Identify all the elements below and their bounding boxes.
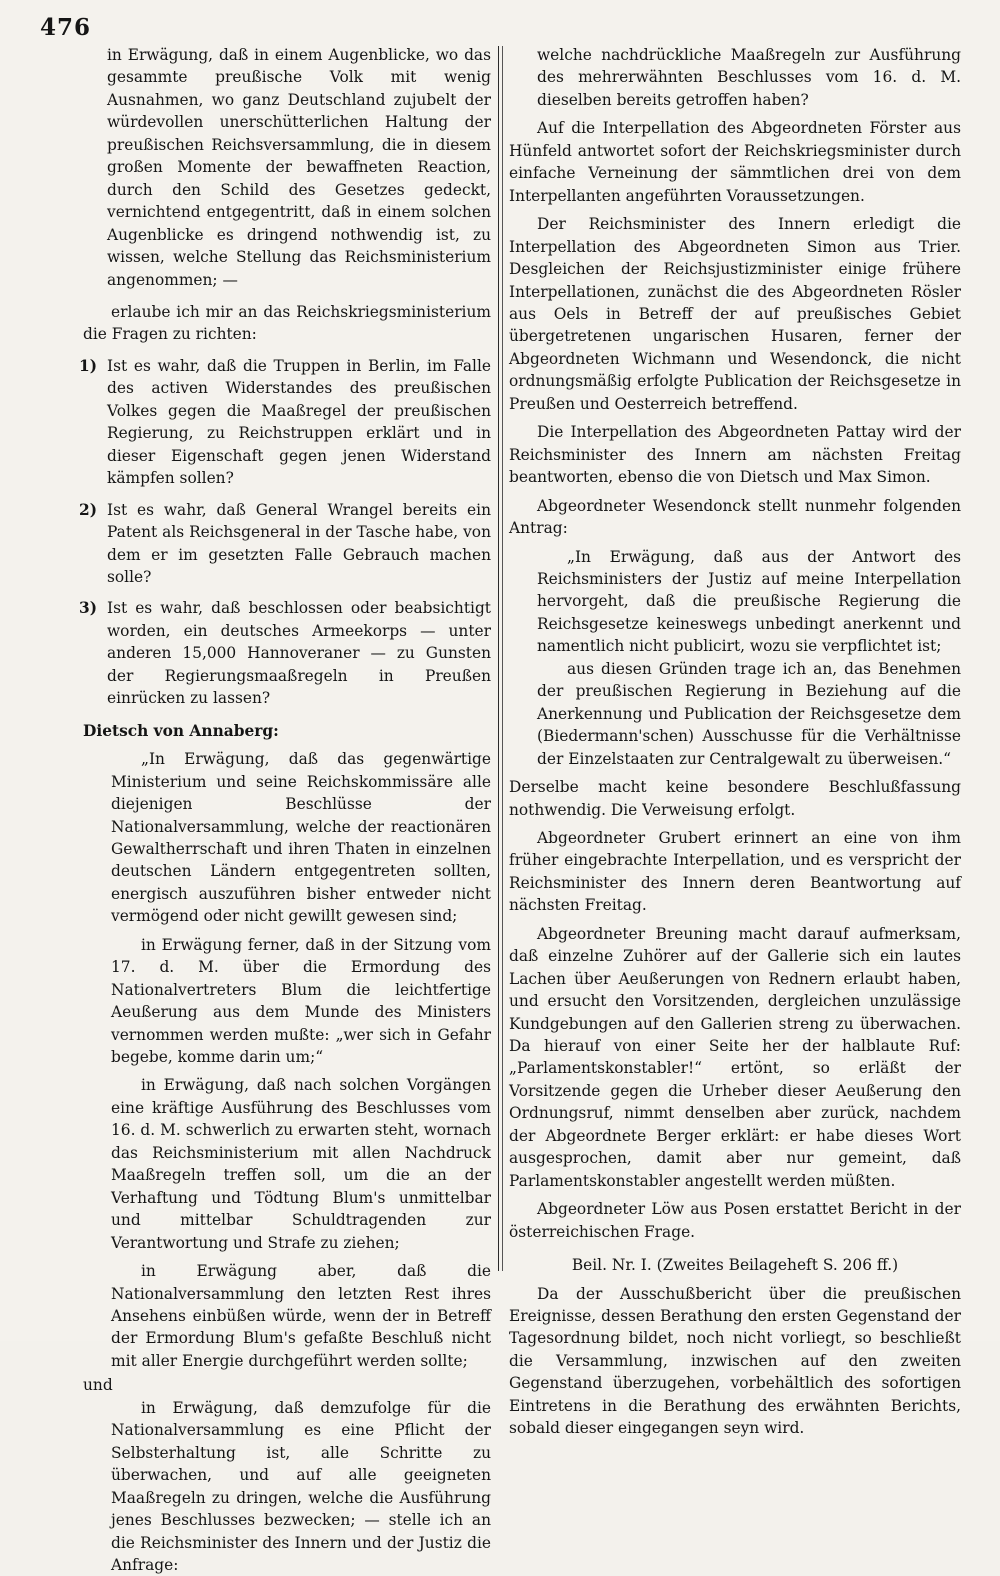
motion-paragraph: in Erwägung ferner, daß in der Sitzung vom 17. d. M. über die Ermordung des Nationalvertreters Blum die leichtfertige Aeußerung aus dem Munde des Ministers vernommen werden mußte: „wer sich in Gefahr begebe, komme darin um;“ (111, 935, 491, 1067)
motion-paragraph: in Erwägung aber, daß die Nationalversammlung den letzten Rest ihres Ansehens einbüßen würde, wenn der in Betreff der Ermordung Blum's gefaßte Beschluß nicht mit aller Energie durchgeführt werden sollte; (111, 1262, 491, 1370)
paragraph-referral: Derselbe macht keine besondere Beschlußfassung nothwendig. Die Verweisung erfolgt. (509, 778, 961, 819)
page-number: 476 (40, 14, 92, 41)
paragraph-breuning: Abgeordneter Breuning macht darauf aufmerksam, daß einzelne Zuhörer auf der Gallerie sich ein lautes Lachen über Aeußerungen von Rednern erlaubt haben, und ersucht den Vorsitzenden, dergleichen unzulässige Kundgebungen auf den Gallerien streng zu überwachen. Da hierauf von einer Seite her der halblaute Ruf: „Parlamentskonstabler!“ ertönt, so erläßt der Vorsitzende gegen die Urheber dieser Aeußerung den Ordnungsruf, nimmt denselben aber zurück, nachdem der Abgeordnete Berger erklärt: er habe dieses Wort ausgesprochen, damit aber nur gemeint, daß Parlamentskonstabler angestellt werden müßten. (509, 924, 961, 1190)
speaker-heading: Dietsch von Annaberg: (83, 721, 279, 740)
motion-paragraph: „In Erwägung, daß das gegenwärtige Ministerium und seine Reichskommissäre alle diejenigen Beschlüsse der Nationalversammlung, welche der reactionären Gewaltherrschaft und ihren Thaten in einzelnen deutschen Ländern entgegentreten sollten, energisch auszuführen bisher entweder nicht vermögend oder nicht gewillt gewesen sind; (111, 750, 491, 926)
motion-quote: aus diesen Gründen trage ich an, das Benehmen der preußischen Regierung in Beziehung auf die Anerkennung und Publication der Reichsgesetze dem (Biedermann'schen) Ausschusse für die Verhältnisse der Einzelstaaten zur Centralgewalt zu überweisen.“ (537, 659, 961, 768)
paragraph-pattay: Die Interpellation des Abgeordneten Pattay wird der Reichsminister des Innern am nächsten Freitag beantworten, ebenso die von Dietsch und Max Simon. (509, 423, 961, 487)
column-divider-inner (502, 46, 503, 1271)
question-number: 2) (79, 500, 97, 519)
left-column (79, 44, 491, 1576)
question-item (79, 499, 491, 589)
ask-paragraph: erlaube ich mir an das Reichskriegsministerium die Fragen zu richten: (83, 302, 491, 344)
question-number: 3) (79, 599, 97, 618)
paragraph-answer-foerster: Auf die Interpellation des Abgeordneten Förster aus Hünfeld antwortet sofort der Reichskriegsminister durch einfache Verneinung der sämmtlichen drei von dem Interpellanten angeführten Voraussetzungen. (509, 119, 961, 205)
question-item (79, 355, 491, 490)
question-continuation: welche nachdrückliche Maaßregeln zur Ausführung des mehrerwähnten Beschlusses vom 16. d. M. dieselben bereits getroffen haben? (537, 46, 961, 109)
column-divider (498, 46, 499, 1271)
motion-paragraph: in Erwägung, daß nach solchen Vorgängen eine kräftige Ausführung des Beschlusses vom 16. d. M. schwerlich zu erwarten steht, wornach das Reichsministerium mit allen Nachdruck Maaßregeln treffen soll, um die an der Verhaftung und Tödtung Blum's unmittelbar und mittelbar Schuldtragenden zur Verantwortung und Strafe zu ziehen; (111, 1076, 491, 1252)
intro-paragraph: in Erwägung, daß in einem Augenblicke, wo das gesammte preußische Volk mit wenig Ausnahmen, wo ganz Deutschland zujubelt der würdevollen unerschütterlichen Haltung der preußischen Reichsversammlung, die in diesem großen Momente der bewaffneten Reaction, durch den Schild des Gesetzes gedeckt, vernichtend entgegentritt, daß in einem solchen Augenblicke es dringend nothwendig ist, zu wissen, welche Stellung das Reichsministerium angenommen; — (107, 46, 491, 289)
right-column (509, 44, 961, 1440)
paragraph-wesendonck: Abgeordneter Wesendonck stellt nunmehr folgenden Antrag: (509, 496, 961, 538)
question-number: 1) (79, 356, 97, 375)
question-text: Ist es wahr, daß General Wrangel bereits ein Patent als Reichsgeneral in der Tasche habe, von dem er im gesetzten Falle Gebrauch machen solle? (107, 500, 491, 586)
motion-quote: „In Erwägung, daß aus der Antwort des Reichsministers der Justiz auf meine Interpellation hervorgeht, daß die preußische Regierung die Reichsgesetze keineswegs unbedingt anerkennt und namentlich nicht publicirt, wozu sie verpflichtet ist; (537, 547, 961, 656)
supplement-reference: Beil. Nr. I. (Zweites Beilageheft S. 206 ff.) (571, 1256, 899, 1275)
conjunction-und: und (83, 1376, 113, 1395)
paragraph-interpellations: Der Reichsminister des Innern erledigt die Interpellation des Abgeordneten Simon aus Trier. Desgleichen der Reichsjustizminister einige frühere Interpellationen, zunächst die des Abgeordneten Rösler aus Oels in Betreff der auf preußisches Gebiet übergetretenen ungarischen Husaren, ferner der Abgeordneten Wichmann und Wesendonck, die nicht ordnungsmäßig erfolgte Publication der Reichsgesetze in Preußen und Oesterreich betreffend. (509, 215, 961, 413)
question-text: Ist es wahr, daß die Truppen in Berlin, im Falle des activen Widerstandes des preußischen Volkes gegen die Maaßregel der preußischen Regierung, zu Reichstruppen erklärt und in dieser Eigenschaft gegen jenen Widerstand kämpfen sollen? (107, 356, 491, 488)
paragraph-agenda: Da der Ausschußbericht über die preußischen Ereignisse, dessen Berathung den ersten Gegenstand der Tagesordnung bildet, noch nicht vorliegt, so beschließt die Versammlung, inzwischen auf den zweiten Gegenstand überzugehen, vorbehältlich des sofortigen Eintretens in die Berathung des erwähnten Berichts, sobald dieser eingegangen seyn wird. (509, 1284, 961, 1438)
question-text: Ist es wahr, daß beschlossen oder beabsichtigt worden, ein deutsches Armeekorps — unter anderen 15,000 Hannoveraner — zu Gunsten der Regierungsmaaßregeln in Preußen einrücken zu lassen? (107, 599, 491, 708)
question-item (79, 597, 491, 709)
motion-final-paragraph: in Erwägung, daß demzufolge für die Nationalversammlung es eine Pflicht der Selbsterhaltung ist, alle Schritte zu überwachen, und auf alle geeigneten Maaßregeln zu dringen, welche die Ausführung jenes Beschlusses bezwecken; — stelle ich an die Reichsminister des Innern und der Justiz die Anfrage: (111, 1398, 491, 1574)
paragraph-loew: Abgeordneter Löw aus Posen erstattet Bericht in der österreichischen Frage. (509, 1200, 961, 1241)
paragraph-grubert: Abgeordneter Grubert erinnert an eine von ihm früher eingebrachte Interpellation, und es verspricht der Reichsminister des Innern deren Beantwortung auf nächsten Freitag. (509, 828, 961, 915)
